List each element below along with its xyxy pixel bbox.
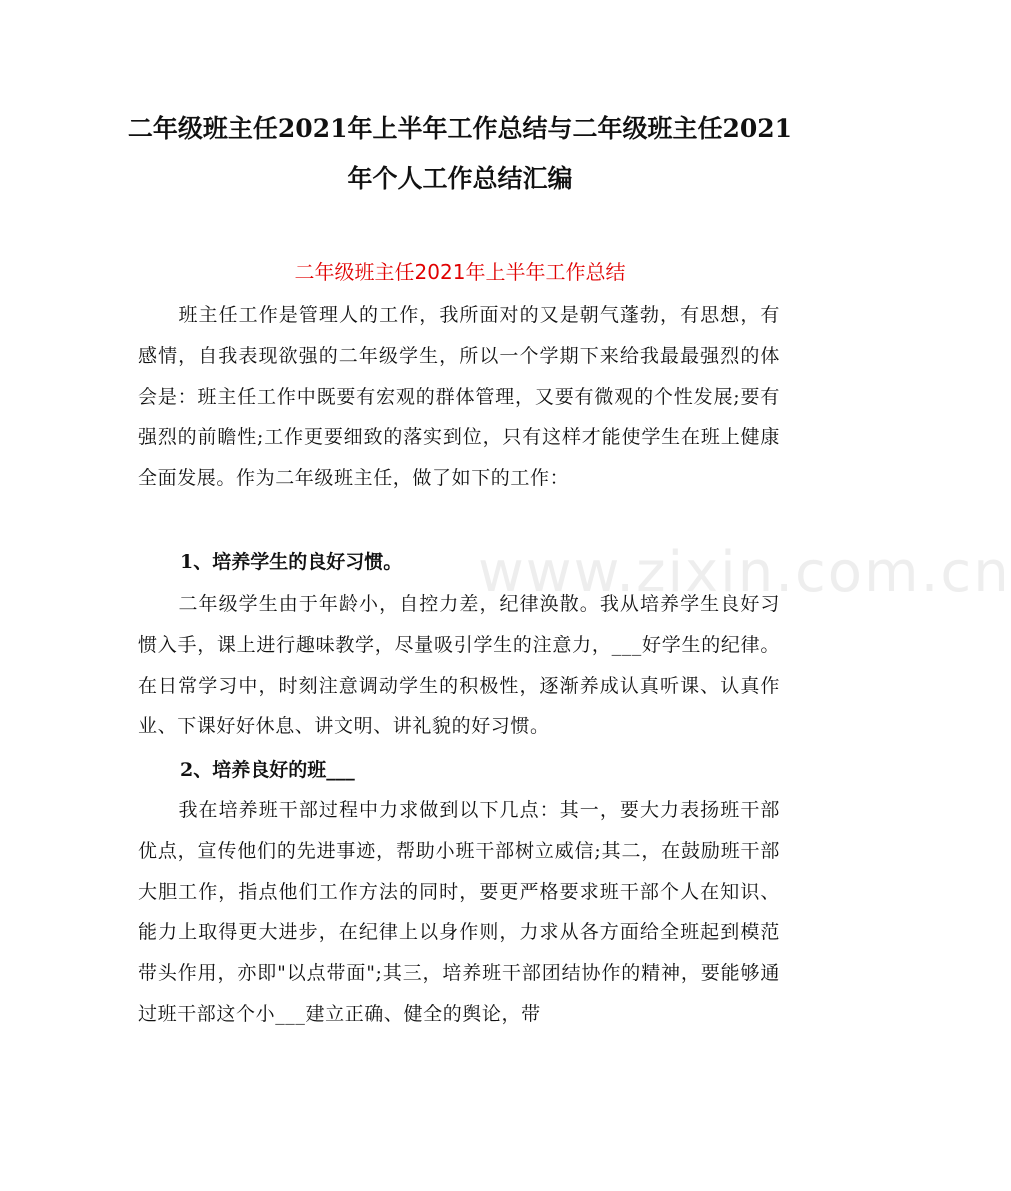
paragraph-intro-text: 班主任工作是管理人的工作，我所面对的又是朝气蓬勃，有思想，有感情，自我表现欲强的二年级学生，所以一个学期下来给我最最强烈的体会是：班主任工作中既要有宏观的群体管理，又要有微观的个性发展;要有强烈的前瞻性;工作更要细致的落实到位，只有这样才能使学生在班上健康全面发展。作为二年级班主任，做了如下的工作： bbox=[138, 304, 780, 490]
paragraph-cadre bbox=[138, 790, 780, 1035]
heading-good-habits: 1、培养学生的良好习惯。 bbox=[180, 551, 403, 573]
paragraph-habits-text: 二年级学生由于年龄小，自控力差，纪律涣散。我从培养学生良好习惯入手，课上进行趣味教学，尽量吸引学生的注意力，___好学生的纪律。在日常学习中，时刻注意调动学生的积极性，逐渐养成认真听课、认真作业、下课好好休息、讲文明、讲礼貌的好习惯。 bbox=[138, 593, 780, 738]
paragraph-intro bbox=[138, 295, 780, 499]
section-title: 二年级班主任2021年上半年工作总结 bbox=[294, 260, 626, 284]
watermark: www.zixin.com.cn bbox=[478, 540, 1011, 605]
document-title: 二年级班主任2021年上半年工作总结与二年级班主任2021年个人工作总结汇编 bbox=[127, 114, 793, 193]
heading-class-cadre: 2、培养良好的班___ bbox=[180, 759, 355, 781]
paragraph-habits bbox=[138, 584, 780, 747]
paragraph-cadre-text: 我在培养班干部过程中力求做到以下几点：其一，要大力表扬班干部优点，宣传他们的先进事迹，帮助小班干部树立威信;其二，在鼓励班干部大胆工作，指点他们工作方法的同时，要更严格要求班干部个人在知识、能力上取得更大进步，在纪律上以身作则，力求从各方面给全班起到模范带头作用，亦即"以点带面";其三，培养班干部团结协作的精神，要能够通过班干部这个小___建立正确、健全的舆论，带 bbox=[138, 799, 780, 1025]
